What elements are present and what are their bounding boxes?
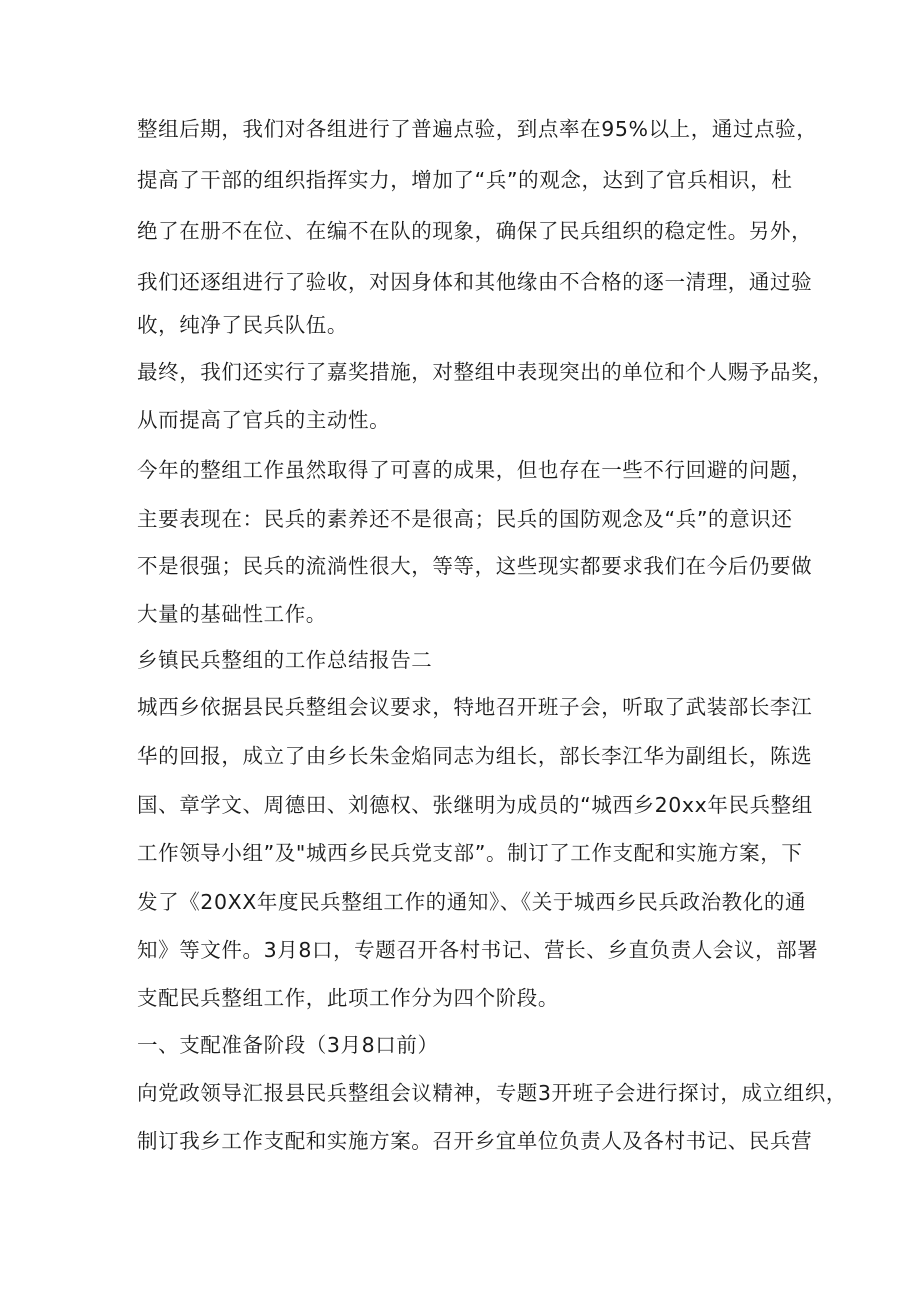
text-line-13: 城西乡依据县民兵整组会议要求，特地召开班子会，听取了武装部长李江	[137, 695, 813, 719]
text-line-5: 收，纯净了民兵队伍。	[137, 313, 348, 337]
text-line-9: 主要表现在：民兵的素养还不是很高；民兵的国防观念及“兵”的意识还	[137, 507, 793, 531]
text-line-7: 从而提高了官兵的主动性。	[137, 408, 391, 432]
text-line-1: 整组后期，我们对各组进行了普遍点验，到点率在95%以上，通过点验，	[137, 117, 818, 141]
subsection-heading: 一、支配准备阶段（3月8口前）	[137, 1033, 439, 1057]
section-heading: 乡镇民兵整组的工作总结报告二	[137, 648, 433, 672]
text-line-19: 支配民兵整组工作，此项工作分为四个阶段。	[137, 986, 559, 1010]
text-line-18: 知》等文件。3月8口，专题召开各村书记、营长、乡直负责人会议，部署	[137, 938, 819, 962]
text-line-10: 不是很强；民兵的流淌性很大，等等，这些现实都要求我们在今后仍要做	[137, 554, 813, 578]
text-line-2: 提高了干部的组织指挥实力，增加了“兵”的观念，达到了官兵相识，杜	[137, 168, 793, 192]
text-line-16: 工作领导小组”及"城西乡民兵党支部”。制订了工作支配和实施方案，下	[137, 841, 803, 865]
text-line-8: 今年的整组工作虽然取得了可喜的成果，但也存在一些不行回避的问题，	[137, 458, 813, 482]
text-line-6: 最终，我们还实行了嘉奖措施，对整组中表现突出的单位和个人赐予品奖，	[137, 360, 834, 384]
text-line-15: 国、章学文、周德田、刘德权、张继明为成员的“城西乡20xx年民兵整组	[137, 793, 813, 817]
text-line-14: 华的回报，成立了由乡长朱金焰同志为组长，部长李江华为副组长，陈选	[137, 744, 813, 768]
text-line-21: 向党政领导汇报县民兵整组会议精神，专题3开班子会进行探讨，成立组织，	[137, 1081, 847, 1105]
text-line-4: 我们还逐组进行了验收，对因身体和其他缘由不合格的逐一清理，通过验	[137, 270, 813, 294]
text-line-17: 发了《20XX年度民兵整组工作的通知》、《关于城西乡民兵政治教化的通	[137, 890, 807, 914]
text-line-22: 制订我乡工作支配和实施方案。召开乡宜单位负责人及各村书记、民兵营	[137, 1129, 813, 1153]
text-line-11: 大量的基础性工作。	[137, 602, 327, 626]
text-line-3: 绝了在册不在位、在编不在队的现象，确保了民兵组织的稳定性。另外，	[137, 219, 813, 243]
